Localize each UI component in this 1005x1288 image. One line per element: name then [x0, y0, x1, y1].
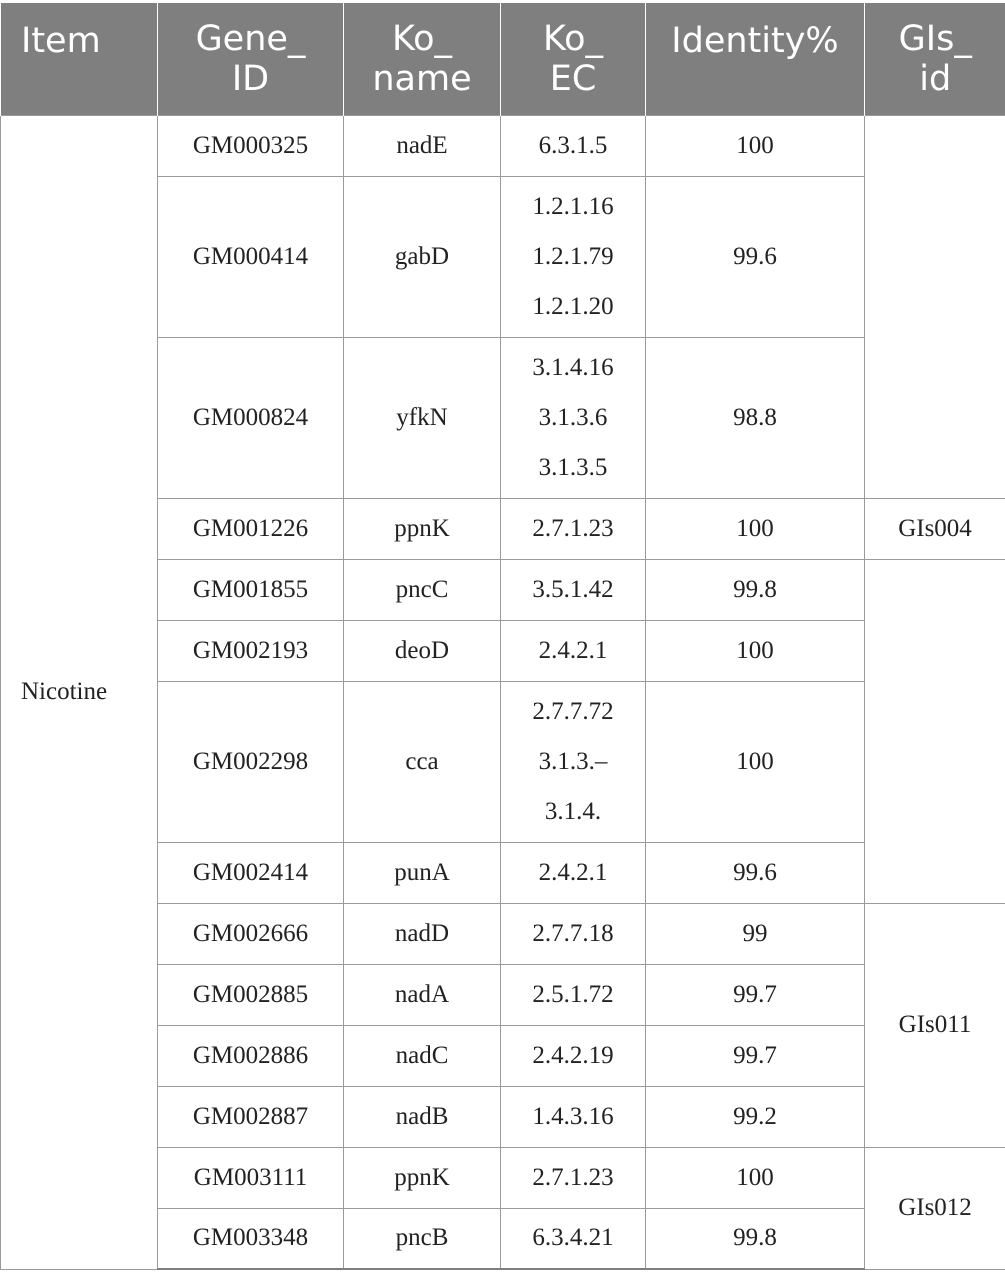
header-row	[1, 3, 1005, 115]
ko-ec-value: 1.2.1.20	[532, 292, 614, 320]
identity-cell: 100	[646, 115, 865, 176]
ko-name-cell: ppnK	[344, 1147, 501, 1208]
header-item: Item	[1, 3, 158, 115]
ko-name-cell: ppnK	[344, 498, 501, 559]
table-row	[1, 115, 1005, 176]
ko-name-cell: deoD	[344, 620, 501, 681]
header-gene-id-line1: Gene_	[195, 18, 306, 59]
identity-cell: 99	[646, 903, 865, 964]
gene-id-cell: GM000414	[158, 176, 344, 337]
gene-id-cell: GM001855	[158, 559, 344, 620]
ko-name-cell: nadA	[344, 964, 501, 1025]
header-ko-ec-line1: Ko_	[542, 18, 604, 59]
header-gene-id	[158, 3, 344, 115]
ko-ec-cell	[501, 1025, 646, 1086]
ko-ec-value: 2.4.2.1	[538, 858, 608, 886]
header-ko-name-line2: name	[372, 58, 472, 99]
identity-cell: 100	[646, 1147, 865, 1208]
gene-id-cell: GM002885	[158, 964, 344, 1025]
ko-ec-value: 3.1.3.–	[538, 747, 608, 775]
gene-id-cell: GM002193	[158, 620, 344, 681]
ko-name-cell: pncB	[344, 1208, 501, 1269]
gis-id-cell	[865, 559, 1005, 903]
ko-ec-cell	[501, 115, 646, 176]
table-header	[1, 3, 1005, 115]
ko-name-cell: nadE	[344, 115, 501, 176]
gene-id-cell: GM000325	[158, 115, 344, 176]
header-ko-ec	[501, 3, 646, 115]
ko-ec-cell	[501, 559, 646, 620]
gene-id-cell: GM002414	[158, 842, 344, 903]
header-gene-id-line2: ID	[231, 58, 270, 99]
gene-id-cell: GM002886	[158, 1025, 344, 1086]
gene-id-cell: GM001226	[158, 498, 344, 559]
identity-cell: 99.2	[646, 1086, 865, 1147]
header-ko-ec-line2: EC	[549, 58, 597, 99]
header-ko-name-line1: Ko_	[391, 18, 453, 59]
gene-id-cell: GM003348	[158, 1208, 344, 1269]
ko-ec-value: 6.3.1.5	[538, 131, 608, 159]
gene-id-cell: GM002298	[158, 681, 344, 842]
ko-ec-cell	[501, 1208, 646, 1269]
ko-ec-value: 2.4.2.1	[538, 636, 608, 664]
ko-ec-cell	[501, 964, 646, 1025]
ko-ec-value: 3.5.1.42	[532, 575, 614, 603]
ko-ec-cell	[501, 620, 646, 681]
identity-cell: 100	[646, 498, 865, 559]
identity-cell: 100	[646, 681, 865, 842]
header-gis-id-line1: GIs_	[898, 18, 972, 59]
ko-ec-cell	[501, 842, 646, 903]
header-ko-name	[344, 3, 501, 115]
ko-ec-value: 1.2.1.79	[532, 242, 614, 270]
ko-name-cell: nadC	[344, 1025, 501, 1086]
ko-ec-cell	[501, 176, 646, 337]
ko-ec-value: 1.2.1.16	[532, 192, 614, 220]
ko-ec-value: 2.4.2.19	[532, 1041, 614, 1069]
identity-cell: 99.7	[646, 964, 865, 1025]
identity-cell: 99.6	[646, 842, 865, 903]
gene-id-cell: GM000824	[158, 337, 344, 498]
ko-name-cell: nadD	[344, 903, 501, 964]
gene-id-cell: GM002887	[158, 1086, 344, 1147]
identity-cell: 99.7	[646, 1025, 865, 1086]
identity-cell: 99.8	[646, 1208, 865, 1269]
ko-ec-value: 3.1.3.6	[538, 403, 608, 431]
item-cell: Nicotine	[1, 115, 158, 1269]
header-identity: Identity%	[646, 3, 865, 115]
gis-id-cell: GIs004	[865, 498, 1005, 559]
ko-ec-value: 6.3.4.21	[532, 1224, 614, 1252]
ko-ec-cell	[501, 498, 646, 559]
ko-ec-value: 2.7.1.23	[532, 514, 614, 542]
ko-ec-value: 1.4.3.16	[532, 1102, 614, 1130]
gene-id-cell: GM003111	[158, 1147, 344, 1208]
ko-ec-value: 2.7.1.23	[532, 1163, 614, 1191]
ko-ec-value: 2.5.1.72	[532, 980, 614, 1008]
ko-ec-value: 2.7.7.72	[532, 697, 614, 725]
ko-name-cell: nadB	[344, 1086, 501, 1147]
ko-ec-cell	[501, 1147, 646, 1208]
ko-ec-value: 3.1.4.	[544, 797, 602, 825]
gis-id-cell: GIs012	[865, 1147, 1005, 1269]
identity-cell: 99.8	[646, 559, 865, 620]
gene-table	[0, 3, 1005, 1270]
ko-ec-cell	[501, 337, 646, 498]
ko-ec-cell	[501, 681, 646, 842]
gis-id-cell: GIs011	[865, 903, 1005, 1147]
header-gis-id	[865, 3, 1005, 115]
identity-cell: 100	[646, 620, 865, 681]
ko-name-cell: punA	[344, 842, 501, 903]
ko-name-cell: gabD	[344, 176, 501, 337]
ko-name-cell: yfkN	[344, 337, 501, 498]
table-body	[1, 115, 1005, 1269]
ko-ec-value: 2.7.7.18	[532, 919, 614, 947]
ko-ec-cell	[501, 1086, 646, 1147]
gis-id-cell	[865, 115, 1005, 498]
ko-ec-cell	[501, 903, 646, 964]
gene-id-cell: GM002666	[158, 903, 344, 964]
header-gis-id-line2: id	[919, 58, 952, 99]
identity-cell: 98.8	[646, 337, 865, 498]
ko-ec-value: 3.1.4.16	[532, 353, 614, 381]
identity-cell: 99.6	[646, 176, 865, 337]
ko-ec-value: 3.1.3.5	[538, 453, 608, 481]
ko-name-cell: cca	[344, 681, 501, 842]
ko-name-cell: pncC	[344, 559, 501, 620]
